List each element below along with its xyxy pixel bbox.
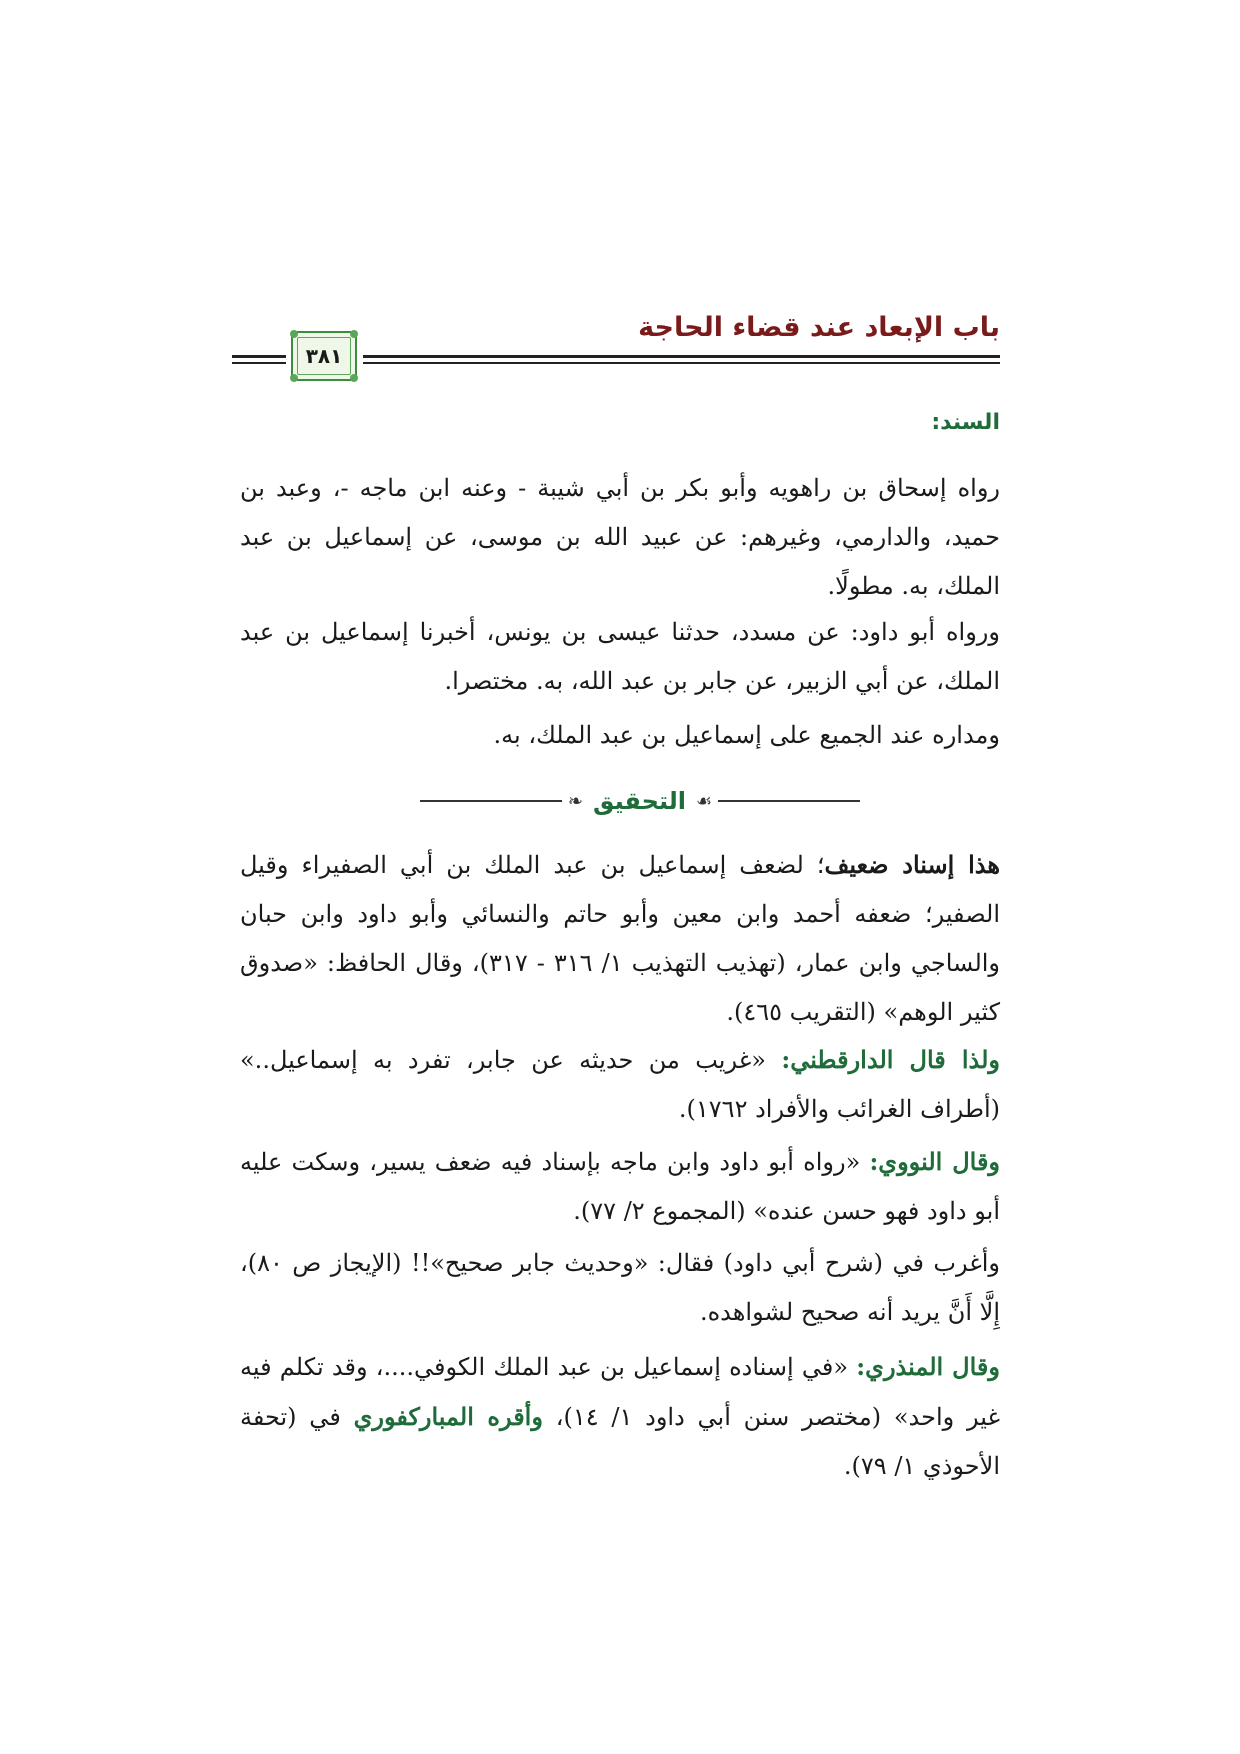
- ruling-phrase: هذا إسناد ضعيف: [824, 850, 1000, 879]
- scholar-name: وقال المنذري:: [856, 1352, 1000, 1381]
- section-heading-tahqiq: التحقيق: [592, 787, 686, 815]
- paragraph-text: في (تحفة الأحوذي ١/ ٧٩).: [240, 1403, 1000, 1480]
- divider-line: [718, 800, 860, 802]
- divider-ornament-icon: ☙: [696, 790, 713, 812]
- scholar-name: وأقره المباركفوري: [353, 1402, 543, 1431]
- scholar-name: وقال النووي:: [869, 1147, 1001, 1176]
- page-number-frame: [291, 331, 357, 381]
- sanad-paragraph-2: ورواه أبو داود: عن مسدد، حدثنا عيسى بن يونس، أخبرنا إسماعيل بن عبد الملك، عن أبي الزبير، عن جابر بن عبد الله، به. مختصرا.: [240, 618, 1000, 695]
- tahqiq-paragraph-3: [240, 1137, 1000, 1236]
- section-divider: [420, 783, 860, 819]
- paragraph-text: «غريب من حديثه عن جابر، تفرد به إسماعيل..» (أطراف الغرائب والأفراد ١٧٦٢).: [240, 1046, 1000, 1123]
- sanad-paragraph-3: ومداره عند الجميع على إسماعيل بن عبد الملك، به.: [493, 721, 1000, 749]
- paragraph-text: ؛ لضعف إسماعيل بن عبد الملك بن أبي الصفيراء وقيل الصفير؛ ضعفه أحمد وابن معين وأبو حاتم والنسائي وأبو داود وابن حبان والساجي وابن عمار، (تهذيب التهذيب ١/ ٣١٦ - ٣١٧)، وقال الحافظ: «صدوق كثير الوهم» (التقريب ٤٦٥).: [240, 851, 1001, 1026]
- section-heading-sanad: السند:: [931, 410, 1000, 435]
- paragraph-text: «في إسناده إسماعيل بن عبد الملك الكوفي....، وقد تكلم فيه غير واحد» (مختصر سنن أبي داود ١/ ١٤)،: [240, 1353, 1001, 1431]
- scholar-name: ولذا قال الدارقطني:: [781, 1045, 1000, 1074]
- header-rule-short: [232, 355, 286, 364]
- chapter-title: باب الإبعاد عند قضاء الحاجة: [638, 312, 1000, 343]
- tahqiq-paragraph-4: وأغرب في (شرح أبي داود) فقال: «وحديث جابر صحيح»!! (الإيجاز ص ٨٠)، إِلَّا أَنَّ يريد أنه صحيح لشواهده.: [240, 1249, 1000, 1326]
- paragraph-text: «رواه أبو داود وابن ماجه بإسناد فيه ضعف يسير، وسكت عليه أبو داود فهو حسن عنده» (المجموع ٢/ ٧٧).: [240, 1148, 1000, 1225]
- page-number: ٣٨١: [305, 344, 343, 368]
- tahqiq-paragraph-2: [240, 1035, 1000, 1134]
- tahqiq-paragraph-5: [240, 1342, 1000, 1491]
- divider-line: [420, 800, 562, 802]
- header-rule: [363, 355, 1000, 364]
- sanad-paragraph-1: رواه إسحاق بن راهويه وأبو بكر بن أبي شيبة - وعنه ابن ماجه -، وعبد بن حميد، والدارمي، وغيرهم: عن عبيد الله بن موسى، عن إسماعيل بن عبد الملك، به. مطولًا.: [240, 474, 1000, 600]
- divider-ornament-icon: ❧: [567, 790, 583, 812]
- tahqiq-paragraph-1: [240, 840, 1000, 1037]
